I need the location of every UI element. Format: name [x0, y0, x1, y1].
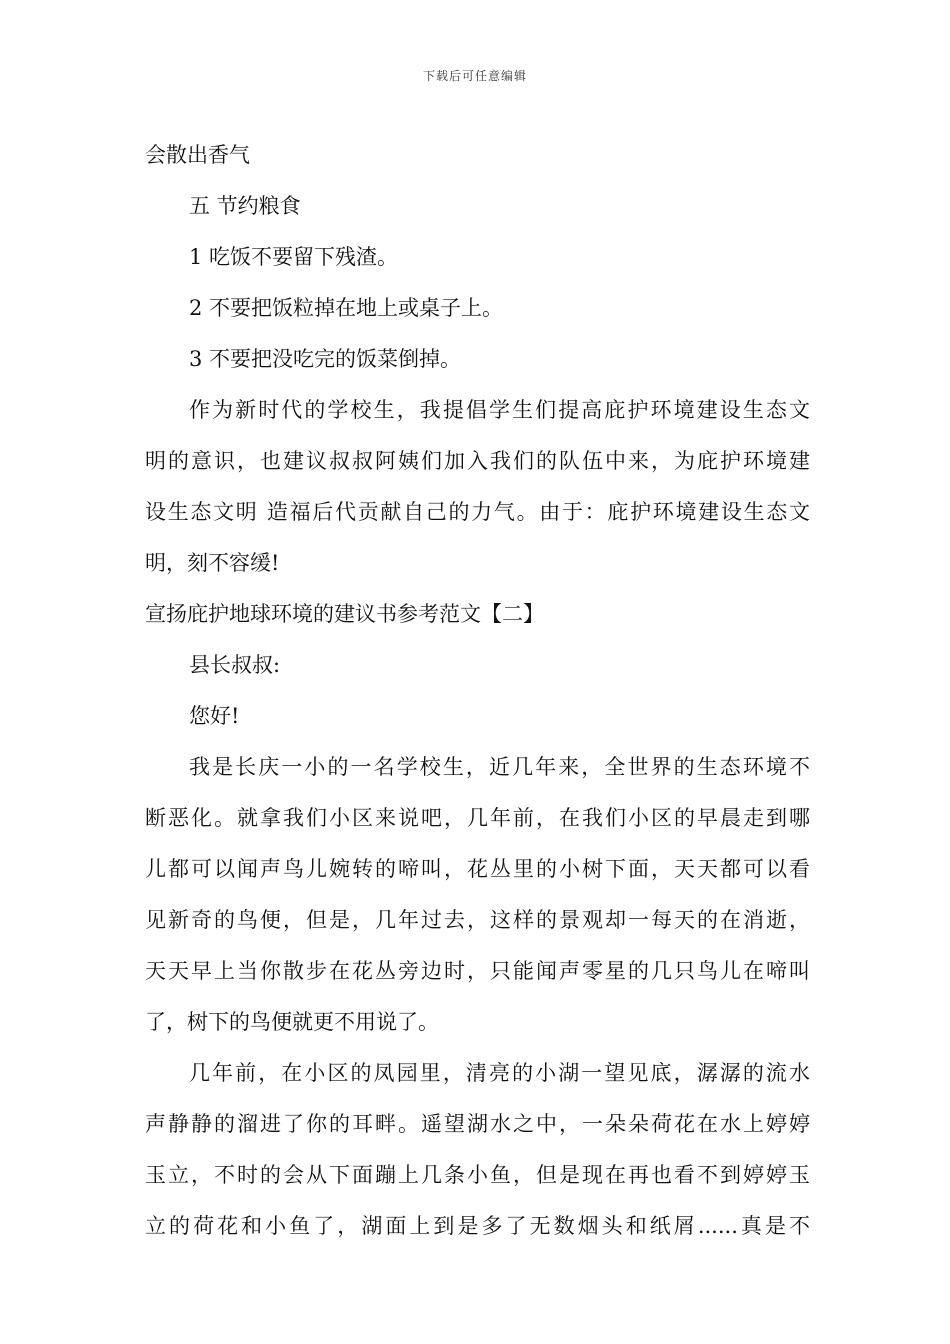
text-line: 断恶化。就拿我们小区来说吧，几年前，在我们小区的早晨走到哪 — [145, 806, 810, 830]
document-body — [145, 130, 810, 1252]
text-line: 了，树下的鸟便就更不用说了。 — [145, 1010, 439, 1034]
text-line: 明的意识，也建议叔叔阿姨们加入我们的队伍中来，为庇护环境建 — [145, 449, 810, 473]
text-line: 玉立，不时的会从下面蹦上几条小鱼，但是现在再也看不到婷婷玉 — [145, 1163, 810, 1187]
article-title: 宣扬庇护地球环境的建议书参考范文【二】 — [145, 602, 544, 626]
text-line: 设生态文明 造福后代贡献自己的力气。由于：庇护环境建设生态文 — [145, 500, 810, 524]
text-line: 立的荷花和小鱼了，湖面上到是多了无数烟头和纸屑......真是不 — [145, 1214, 810, 1238]
page-header: 下载后可任意编辑 — [422, 69, 527, 83]
text-line: 明，刻不容缓! — [145, 551, 280, 575]
text-line: 儿都可以闻声鸟儿婉转的啼叫，花丛里的小树下面，天天都可以看 — [145, 857, 810, 881]
list-item: 3 不要把没吃完的饭菜倒掉。 — [189, 347, 462, 371]
list-item: 2 不要把饭粒掉在地上或桌子上。 — [189, 296, 504, 320]
text-line: 作为新时代的学校生，我提倡学生们提高庇护环境建设生态文 — [189, 398, 810, 422]
text-line: 天天早上当你散步在花丛旁边时，只能闻声零星的几只鸟儿在啼叫 — [145, 959, 810, 983]
text-line: 我是长庆一小的一名学校生，近几年来，全世界的生态环境不 — [189, 755, 810, 779]
text-line: 声静静的溜进了你的耳畔。遥望湖水之中，一朵朵荷花在水上婷婷 — [145, 1112, 810, 1136]
section-heading: 五 节约粮食 — [189, 194, 301, 218]
text-line: 几年前，在小区的凤园里，清亮的小湖一望见底，潺潺的流水 — [189, 1061, 810, 1085]
text-line: 会散出香气 — [145, 143, 250, 167]
salutation: 县长叔叔: — [189, 653, 281, 677]
text-line: 见新奇的鸟便，但是，几年过去，这样的景观却一每天的在消逝， — [145, 908, 810, 932]
list-item: 1 吃饭不要留下残渣。 — [189, 245, 399, 269]
greeting: 您好! — [189, 704, 240, 728]
